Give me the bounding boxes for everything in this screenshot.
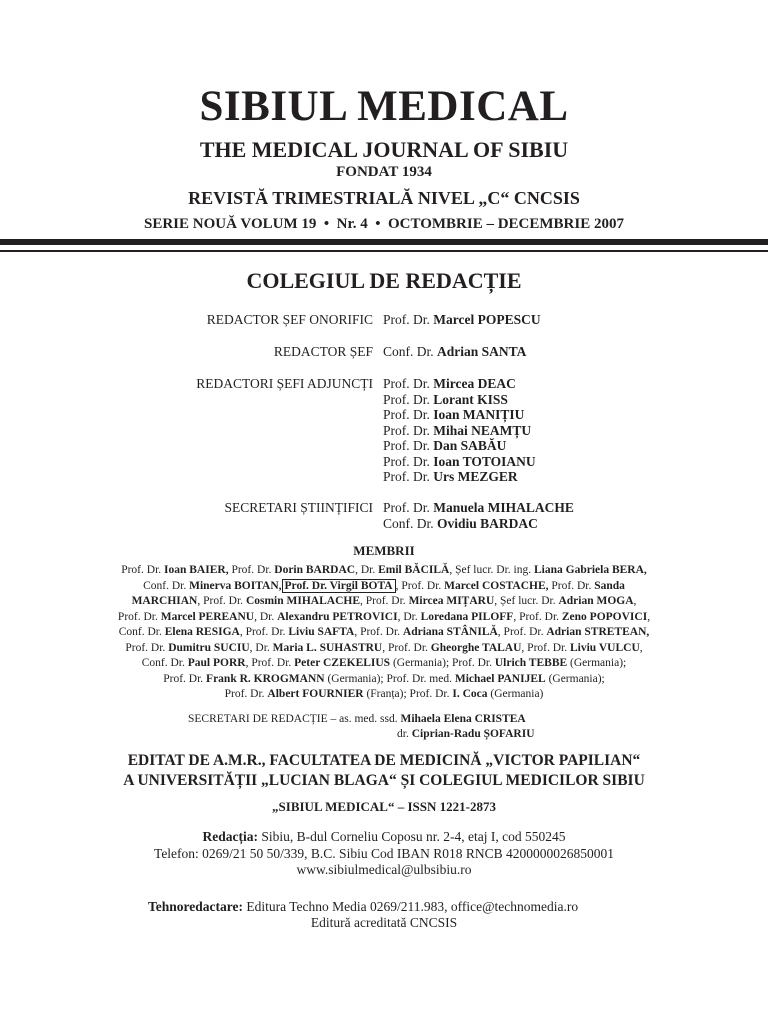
journal-subtitle: THE MEDICAL JOURNAL OF SIBIU <box>199 137 569 162</box>
member-title-text: Prof. Dr. <box>117 610 161 623</box>
member-title-text: , <box>633 595 637 607</box>
divider-thick <box>0 239 768 245</box>
member-title-text: Conf. Dr. <box>118 626 165 638</box>
member-title-text: (Franța); Prof. Dr. <box>363 688 453 700</box>
board-member <box>383 516 574 532</box>
member-title: Prof. Dr. <box>383 453 430 469</box>
member-name: Mihai NEAMȚU <box>433 422 532 438</box>
members-line <box>70 625 698 641</box>
member-title-text: , Prof. Dr. <box>239 626 289 638</box>
secretary-name: Ciprian-Radu ȘOFARIU <box>411 728 535 740</box>
members-line <box>70 656 698 672</box>
member-title-text: (Germania); Prof. Dr. <box>390 657 495 669</box>
member-name: Mircea DEAC <box>433 376 516 391</box>
member-name: Elena RESIGA <box>164 626 240 638</box>
member-title-text: (Germania); <box>567 657 627 669</box>
member-name: Paul PORR <box>187 657 246 669</box>
member-title-text: , Prof. Dr. <box>245 657 295 669</box>
board-member <box>383 407 536 423</box>
address-label: Redacția: <box>202 829 258 844</box>
typesetting-label: Tehnoredactare: <box>148 899 243 914</box>
board-role-label: REDACTOR ȘEF ONORIFIC <box>206 312 373 327</box>
member-title: Prof. Dr. <box>383 469 430 484</box>
board-member-list <box>383 500 574 531</box>
member-name: Albert FOURNIER <box>267 688 364 700</box>
member-title-text: , Prof. Dr. <box>197 595 246 607</box>
member-name: Adrian STRETEAN, <box>546 626 650 638</box>
member-title-text: Prof. Dr. <box>228 564 275 576</box>
contact-block <box>0 829 768 879</box>
member-title-text: , Prof. Dr. <box>521 641 570 654</box>
board-role-label: SECRETARI ȘTIINȚIFICI <box>224 500 373 515</box>
issue-info: SERIE NOUĂ VOLUM 19 • Nr. 4 • OCTOMBRIE – DECEMBRIE 2007 <box>144 216 624 232</box>
member-title-text: , Dr. <box>355 564 379 576</box>
publisher-line-2: A UNIVERSITĂȚII „LUCIAN BLAGA“ ȘI COLEGIUL MEDICILOR SIBIU <box>123 772 645 789</box>
member-name: Manuela MIHALACHE <box>433 500 574 515</box>
member-name: Minerva BOITAN, <box>189 579 282 592</box>
typesetting-line: Tehnoredactare: Editura Techno Media 0269/211.983, office@technomedia.ro <box>148 899 579 914</box>
member-name: Prof. Dr. Virgil BOTA <box>282 579 396 593</box>
secretaries-line-2: dr. Ciprian-Radu ȘOFARIU <box>397 728 535 740</box>
board-member-list <box>383 312 541 328</box>
secretaries-line-1: SECRETARI DE REDACȚIE – as. med. ssd. Mihaela Elena CRISTEA <box>188 713 526 725</box>
divider-thin <box>0 250 768 252</box>
member-name: Dan SABĂU <box>433 438 507 453</box>
members-line <box>70 641 698 657</box>
member-name: Peter CZEKELIUS <box>294 657 391 669</box>
member-name: Liviu VULCU <box>569 641 640 654</box>
members-line <box>70 672 698 688</box>
member-name: Marcel PEREANU <box>160 610 255 623</box>
member-title-text: , <box>639 641 643 654</box>
member-name: Frank R. KROGMANN <box>206 672 325 685</box>
member-name: Gheorghe TALAU <box>430 641 522 654</box>
publisher-line-1: EDITAT DE A.M.R., FACULTATEA DE MEDICINĂ „VICTOR PAPILIAN“ <box>127 752 641 769</box>
journal-title: SIBIUL MEDICAL <box>199 83 569 130</box>
member-title-text: (Germania); Prof. Dr. med. <box>324 672 455 685</box>
member-title-text: , Prof. Dr. <box>360 595 409 607</box>
member-title-text: Prof. Dr. <box>548 579 595 592</box>
member-title: Conf. Dr. <box>383 344 434 359</box>
member-name: Emil BĂCILĂ <box>378 564 450 576</box>
member-name: Dumitru SUCIU <box>168 641 250 654</box>
members-line <box>70 563 698 579</box>
member-title: Prof. Dr. <box>383 407 430 422</box>
member-name: Ulrich TEBBE <box>494 657 568 669</box>
member-title: Prof. Dr. <box>383 391 430 407</box>
board-member <box>383 469 536 485</box>
member-name: Lorant KISS <box>433 391 508 407</box>
member-name: Michael PANIJEL <box>454 672 546 685</box>
member-name: Ioan MANIȚIU <box>433 407 525 422</box>
member-title-text: , Prof. Dr. <box>497 626 547 638</box>
member-title-text: (Germania); <box>545 672 605 685</box>
member-title-text: , Șef lucr. Dr. ing. <box>449 564 534 576</box>
member-name: Marcel COSTACHE, <box>444 579 549 592</box>
member-title-text: , Șef lucr. Dr. <box>494 595 559 607</box>
member-name: Adrian MOGA <box>558 595 634 607</box>
board-member-list <box>383 344 526 360</box>
member-title-text: Prof. Dr. <box>163 672 207 685</box>
members-title: MEMBRII <box>353 543 415 558</box>
member-title-text: Prof. Dr. <box>224 688 268 700</box>
member-name: Alexandru PETROVICI <box>277 610 398 623</box>
board-member <box>383 454 536 470</box>
member-name: Liviu SAFTA <box>288 626 355 638</box>
board-member <box>383 438 536 454</box>
board-role-label: REDACTOR ȘEF <box>273 344 373 359</box>
board-role-label: REDACTORI ȘEFI ADJUNCȚI <box>196 376 373 391</box>
member-title-text: Prof. Dr. <box>121 564 165 576</box>
member-name: Dorin BARDAC <box>274 564 356 576</box>
member-title-text: , Prof. Dr. <box>513 610 562 623</box>
members-line <box>70 579 698 595</box>
members-line <box>70 610 698 626</box>
member-name: Liana Gabriela BERA, <box>534 564 647 576</box>
web-address[interactable]: www.sibiulmedical@ulbsibiu.ro <box>296 862 472 877</box>
member-name: Marcel POPESCU <box>433 312 541 327</box>
member-title-text: (Germania) <box>487 688 544 700</box>
board-member-list <box>383 376 536 485</box>
member-name: Ioan BAIER, <box>164 564 229 576</box>
members-list <box>70 563 698 703</box>
board-member <box>383 344 526 360</box>
member-name: Ioan TOTOIANU <box>433 453 536 469</box>
member-title-text: , Prof. Dr. <box>354 626 403 638</box>
member-name: Mircea MIȚARU <box>408 595 495 607</box>
secretary-name: Mihaela Elena CRISTEA <box>400 713 526 725</box>
accreditation-line: Editură acreditată CNCSIS <box>310 915 458 930</box>
member-title-text: Prof. Dr. <box>125 641 169 654</box>
member-name: I. Coca <box>452 688 488 700</box>
board-member <box>383 423 536 439</box>
member-title: Prof. Dr. <box>383 438 430 453</box>
board-member <box>383 376 536 392</box>
member-title: Conf. Dr. <box>383 515 434 531</box>
member-name: Ovidiu BARDAC <box>437 515 538 531</box>
member-name: Maria L. SUHASTRU <box>272 641 383 654</box>
member-name: Adriana STÂNILĂ <box>402 626 498 638</box>
member-title-text: , Prof. Dr. <box>395 579 445 592</box>
address-line: Redacția: Sibiu, B-dul Corneliu Coposu nr. 2-4, etaj I, cod 550245 <box>202 829 566 844</box>
members-line <box>70 687 698 703</box>
phone-line: Telefon: 0269/21 50 50/339, B.C. Sibiu Cod IBAN R018 RNCB 4200000026850001 <box>154 845 614 861</box>
member-title-text: , Dr. <box>397 610 421 623</box>
founded-year: FONDAT 1934 <box>336 164 432 180</box>
member-title: Prof. Dr. <box>383 500 430 515</box>
member-name: Sanda <box>594 579 625 592</box>
member-title: Prof. Dr. <box>383 376 430 391</box>
member-title-text: , Dr. <box>249 641 273 654</box>
member-name: Zeno POPOVICI <box>561 610 648 623</box>
member-name: MARCHIAN <box>131 595 198 607</box>
member-title-text: Conf. Dr. <box>141 657 188 669</box>
member-name: Loredana PILOFF <box>420 610 514 623</box>
members-line <box>70 594 698 610</box>
member-title: Prof. Dr. <box>383 312 430 327</box>
secretaries-label: SECRETARI DE REDACȚIE <box>188 713 328 725</box>
editorial-board-title: COLEGIUL DE REDACȚIE <box>246 268 522 293</box>
member-title-text: , Dr. <box>254 610 278 623</box>
member-title-text: , Prof. Dr. <box>382 641 431 654</box>
board-member <box>383 392 536 408</box>
member-name: Adrian SANTA <box>437 344 527 359</box>
member-name: Cosmin MIHALACHE <box>245 595 360 607</box>
board-member <box>383 312 541 328</box>
journal-classification: REVISTĂ TRIMESTRIALĂ NIVEL „C“ CNCSIS <box>188 188 580 208</box>
member-title-text: , <box>647 610 651 623</box>
board-member <box>383 500 574 516</box>
member-name: Urs MEZGER <box>433 469 518 484</box>
member-title: Prof. Dr. <box>383 422 430 438</box>
member-title-text: Conf. Dr. <box>143 579 190 592</box>
issn: „SIBIUL MEDICAL“ – ISSN 1221-2873 <box>272 799 496 814</box>
